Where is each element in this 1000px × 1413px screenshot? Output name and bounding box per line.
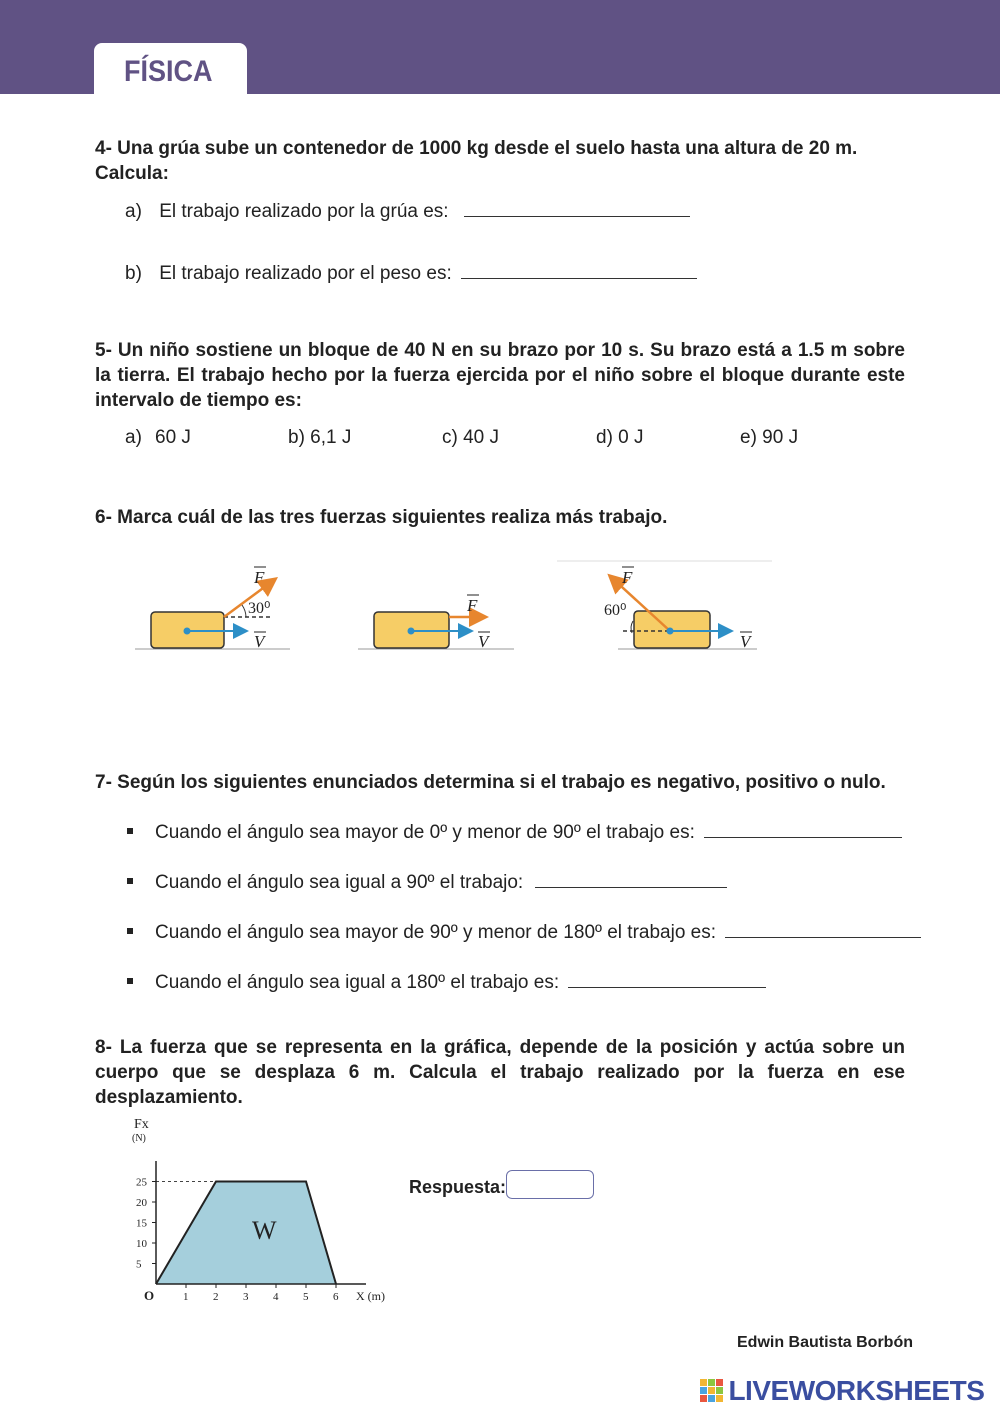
q4-a-label: a) <box>125 201 142 222</box>
liveworksheets-logo[interactable] <box>700 1375 984 1407</box>
y-tick-label-25: 25 <box>136 1176 147 1189</box>
author-name: Edwin Bautista Borbón <box>737 1334 913 1351</box>
x-tick-label-0: O <box>144 1288 155 1303</box>
bullet-4 <box>127 978 133 984</box>
subject-title: FÍSICA <box>124 55 213 88</box>
q7-item-2-blank[interactable] <box>535 871 727 888</box>
q6-figure-3[interactable] <box>557 561 772 651</box>
area-label: W <box>252 1215 277 1245</box>
q6-figures <box>0 555 1000 665</box>
question-8-title: 8- La fuerza que se representa en la gráfica, depende de la posición y actúa sobre un cuerpo que se desplaza 6 m. Calcula el trabajo realizado por la fuerza en ese desplazamiento. <box>95 1037 905 1108</box>
q7-item-1 <box>155 821 902 844</box>
x-axis-label: X (m) <box>356 1289 385 1303</box>
q7-item-4-blank[interactable] <box>568 971 766 988</box>
question-5-title: 5- Un niño sostiene un bloque de 40 N en su brazo por 10 s. Su brazo está a 1.5 m sobre la tierra. El trabajo hecho por la fuerza ejercida por el niño sobre el bloque durante este intervalo de tiempo es: <box>95 340 905 411</box>
bullet-2 <box>127 878 133 884</box>
y-tick-label-5: 5 <box>136 1258 142 1271</box>
q4-b-answer-blank[interactable] <box>461 262 697 279</box>
work-area <box>156 1182 336 1285</box>
q6-figure-2[interactable] <box>358 595 514 651</box>
force-label-3: F <box>622 568 633 587</box>
q7-item-3 <box>155 921 921 944</box>
q7-item-3-blank[interactable] <box>725 921 921 938</box>
question-4-title: 4- Una grúa sube un contenedor de 1000 kg desde el suelo hasta una altura de 20 m. Calcula: <box>95 138 858 184</box>
x-tick-label-5: 5 <box>303 1291 309 1303</box>
y-tick-label-15: 15 <box>136 1217 147 1230</box>
force-position-chart <box>120 1110 390 1310</box>
q7-item-2 <box>155 871 727 894</box>
q7-item-4-text: Cuando el ángulo sea igual a 180º el trabajo es: <box>155 972 560 993</box>
q4-item-a <box>125 200 690 223</box>
y-tick-label-20: 20 <box>136 1197 147 1209</box>
q7-item-4 <box>155 971 766 994</box>
y-axis-unit: (N) <box>132 1133 146 1144</box>
velocity-label-2: V <box>478 632 489 651</box>
q5-option-b[interactable]: b) 6,1 J <box>288 427 352 448</box>
bullet-1 <box>127 828 133 834</box>
q4-a-text: El trabajo realizado por la grúa es: <box>159 201 449 222</box>
x-tick-label-4: 4 <box>273 1291 279 1303</box>
brand-text: LIVEWORKSHEETS <box>728 1375 985 1406</box>
x-tick-label-2: 2 <box>213 1291 219 1303</box>
answer-label: Respuesta: <box>409 1177 507 1197</box>
q5-option-a-label: a) <box>125 427 142 448</box>
q5-option-c[interactable]: c) 40 J <box>442 427 500 448</box>
q7-item-3-text: Cuando el ángulo sea mayor de 90º y menor de 180º el trabajo es: <box>155 922 717 943</box>
y-tick-label-10: 10 <box>136 1238 147 1250</box>
x-tick-label-3: 3 <box>243 1291 249 1303</box>
q5-option-e[interactable]: e) 90 J <box>740 427 799 448</box>
q7-item-2-text: Cuando el ángulo sea igual a 90º el trabajo: <box>155 872 524 893</box>
q7-item-1-text: Cuando el ángulo sea mayor de 0º y menor de 90º el trabajo es: <box>155 822 695 843</box>
q4-b-text: El trabajo realizado por el peso es: <box>159 263 452 284</box>
velocity-label-3: V <box>740 632 751 651</box>
angle-label-1: 30⁰ <box>248 600 271 617</box>
q5-option-a[interactable]: 60 J <box>155 427 191 448</box>
question-7-title: 7- Según los siguientes enunciados determina si el trabajo es negativo, positivo o nulo. <box>95 772 886 793</box>
x-tick-label-1: 1 <box>183 1291 189 1303</box>
answer-input[interactable] <box>506 1170 594 1199</box>
q5-option-d[interactable]: d) 0 J <box>596 427 644 448</box>
question-6-title: 6- Marca cuál de las tres fuerzas siguientes realiza más trabajo. <box>95 507 668 528</box>
q6-figure-1[interactable] <box>135 567 290 651</box>
y-axis-label: Fx <box>134 1117 149 1132</box>
q4-a-answer-blank[interactable] <box>464 200 690 217</box>
q7-item-1-blank[interactable] <box>704 821 902 838</box>
subject-tab <box>94 43 247 94</box>
force-label-1: F <box>254 568 265 587</box>
q4-item-b <box>125 262 697 285</box>
angle-label-3: 60⁰ <box>604 602 627 619</box>
liveworksheets-icon <box>700 1379 724 1403</box>
q4-b-label: b) <box>125 263 142 284</box>
velocity-label-1: V <box>254 632 265 651</box>
x-tick-label-6: 6 <box>333 1291 339 1303</box>
bullet-3 <box>127 928 133 934</box>
force-label-2: F <box>467 596 478 615</box>
